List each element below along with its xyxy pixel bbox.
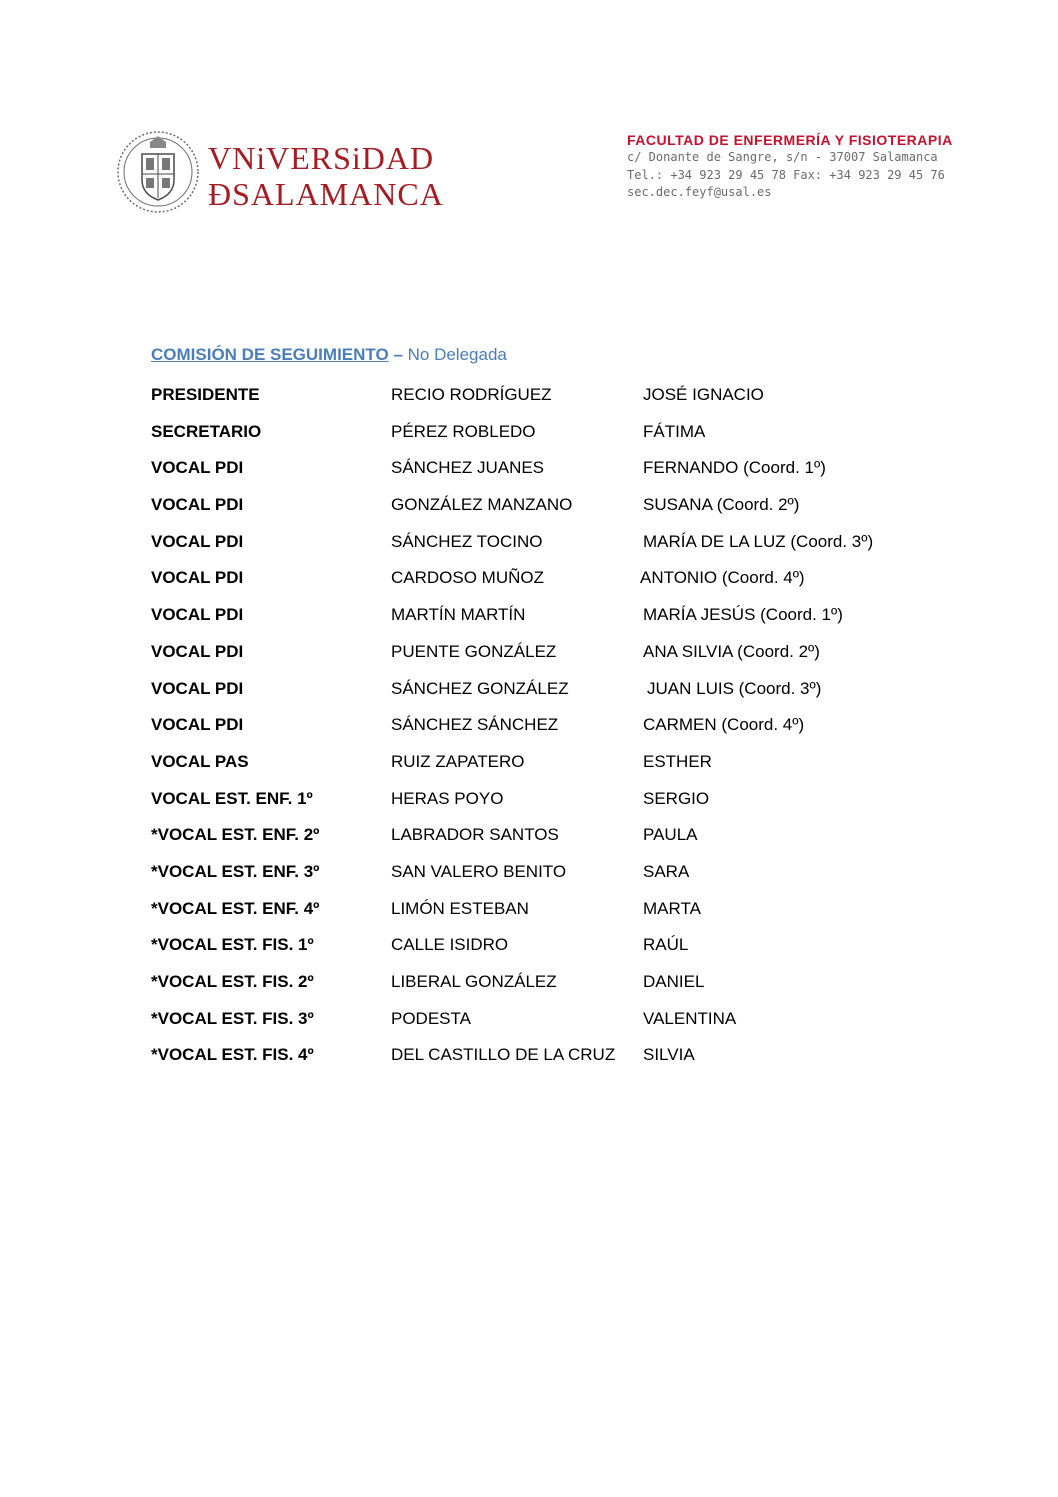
member-role: *VOCAL EST. FIS. 2º — [151, 972, 314, 991]
member-row — [151, 751, 931, 788]
member-name: ANA SILVIA (Coord. 2º) — [643, 641, 820, 661]
member-surname: RECIO RODRÍGUEZ — [391, 385, 552, 404]
member-name: SUSANA (Coord. 2º) — [643, 495, 800, 515]
member-name: ANTONIO (Coord. 4º) — [640, 568, 805, 588]
member-name: RAÚL — [643, 935, 689, 955]
member-row — [151, 567, 931, 604]
member-row — [151, 971, 931, 1008]
member-name: VALENTINA — [643, 1008, 737, 1028]
member-row — [151, 824, 931, 861]
member-surname: CARDOSO MUÑOZ — [391, 568, 544, 588]
member-surname: CALLE ISIDRO — [391, 935, 509, 955]
member-row — [151, 604, 931, 641]
member-surname: RUIZ ZAPATERO — [391, 751, 525, 771]
member-row — [151, 934, 931, 971]
member-role: VOCAL PDI — [151, 495, 244, 515]
member-name: MARÍA DE LA LUZ (Coord. 3º) — [643, 531, 874, 551]
member-row — [151, 861, 931, 898]
faculty-email: sec.dec.feyf@usal.es — [627, 185, 772, 199]
member-name: JUAN LUIS (Coord. 3º) — [647, 678, 822, 698]
member-name: ESTHER — [643, 751, 712, 771]
member-surname: SÁNCHEZ SÁNCHEZ — [391, 715, 559, 735]
member-role: VOCAL PDI — [151, 605, 244, 625]
member-role: *VOCAL EST. ENF. 3º — [151, 861, 320, 881]
member-role: *VOCAL EST. ENF. 2º — [151, 825, 320, 845]
faculty-name: FACULTAD DE ENFERMERÍA Y FISIOTERAPIA — [627, 132, 953, 148]
member-name: FERNANDO (Coord. 1º) — [643, 458, 826, 478]
member-surname: GONZÁLEZ MANZANO — [391, 495, 573, 515]
member-row — [151, 1044, 931, 1081]
member-name: MARÍA JESÚS (Coord. 1º) — [643, 605, 843, 625]
member-role: *VOCAL EST. FIS. 3º — [151, 1008, 314, 1028]
member-role: VOCAL EST. ENF. 1º — [151, 788, 313, 808]
member-role: VOCAL PDI — [151, 641, 244, 661]
faculty-header — [627, 131, 1027, 202]
members-table — [151, 384, 931, 1081]
member-surname: PÉREZ ROBLEDO — [391, 421, 536, 441]
member-row — [151, 384, 931, 421]
section-separator: – — [388, 345, 408, 364]
section-heading — [151, 345, 507, 365]
member-surname: HERAS POYO — [391, 788, 504, 808]
member-surname: PODESTA — [391, 1008, 471, 1028]
member-row — [151, 457, 931, 494]
member-role: VOCAL PDI — [151, 458, 244, 478]
faculty-address: c/ Donante de Sangre, s/n - 37007 Salamanca — [627, 150, 938, 164]
member-row — [151, 678, 931, 715]
member-name: CARMEN (Coord. 4º) — [643, 715, 805, 735]
member-role: *VOCAL EST. ENF. 4º — [151, 898, 320, 918]
member-name: DANIEL — [643, 972, 705, 991]
member-role: VOCAL PDI — [151, 568, 244, 588]
member-surname: DEL CASTILLO DE LA CRUZ — [391, 1045, 616, 1065]
member-name: JOSÉ IGNACIO — [643, 385, 764, 404]
section-title: COMISIÓN DE SEGUIMIENTO — [151, 345, 389, 364]
member-surname: LIBERAL GONZÁLEZ — [391, 972, 557, 991]
faculty-phone: Tel.: +34 923 29 45 78 Fax: +34 923 29 45 76 — [627, 167, 945, 182]
university-wordmark — [208, 140, 444, 212]
member-role: PRESIDENTE — [151, 385, 260, 404]
wordmark-line-2: ÐSALAMANCA — [208, 176, 444, 212]
member-name: SARA — [643, 861, 690, 881]
member-surname: SAN VALERO BENITO — [391, 861, 567, 881]
member-row — [151, 641, 931, 678]
member-row — [151, 531, 931, 568]
member-name: PAULA — [643, 825, 698, 845]
member-surname: SÁNCHEZ JUANES — [391, 458, 545, 478]
member-role: VOCAL PDI — [151, 678, 244, 698]
member-surname: MARTÍN MARTÍN — [391, 605, 526, 625]
member-role: VOCAL PDI — [151, 715, 244, 735]
section-subtitle: No Delegada — [407, 345, 507, 364]
member-surname: SÁNCHEZ GONZÁLEZ — [391, 678, 569, 698]
member-name: MARTA — [643, 898, 701, 918]
member-surname: SÁNCHEZ TOCINO — [391, 531, 543, 551]
wordmark-line-1: VNiVERSiDAD — [208, 140, 435, 176]
member-surname: LIMÓN ESTEBAN — [391, 898, 529, 918]
member-surname: PUENTE GONZÁLEZ — [391, 641, 557, 661]
member-name: SERGIO — [643, 788, 710, 808]
member-name: SILVIA — [643, 1045, 695, 1065]
member-name: FÁTIMA — [643, 421, 706, 441]
member-row — [151, 494, 931, 531]
university-logo — [116, 130, 444, 218]
member-row — [151, 714, 931, 751]
member-role: *VOCAL EST. FIS. 1º — [151, 935, 314, 955]
member-role: VOCAL PAS — [151, 751, 249, 771]
member-role: *VOCAL EST. FIS. 4º — [151, 1045, 314, 1065]
member-role: VOCAL PDI — [151, 531, 244, 551]
member-row — [151, 421, 931, 458]
member-row — [151, 898, 931, 935]
university-seal-icon — [116, 130, 200, 214]
member-surname: LABRADOR SANTOS — [391, 825, 559, 845]
member-row — [151, 1008, 931, 1045]
member-role: SECRETARIO — [151, 421, 262, 441]
member-row — [151, 788, 931, 825]
